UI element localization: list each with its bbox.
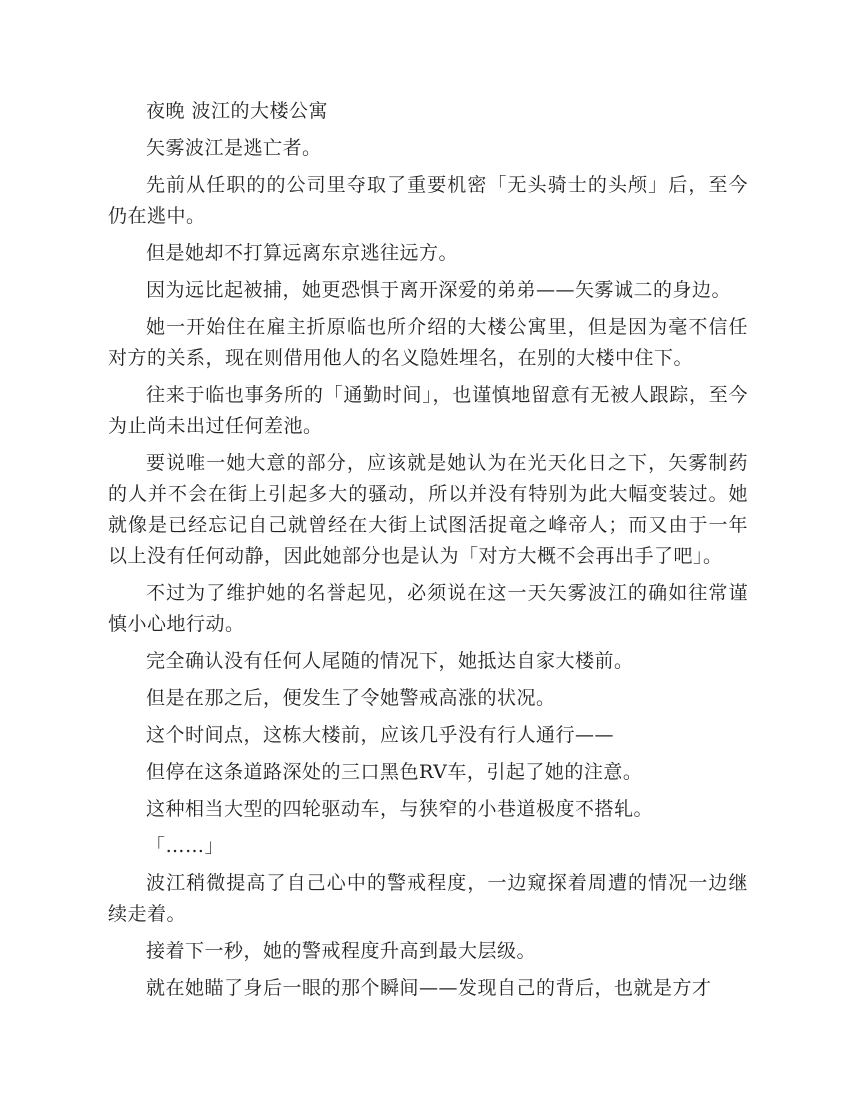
paragraph: 就在她瞄了身后一眼的那个瞬间——发现自己的背后，也就是方才: [146, 977, 712, 999]
paragraph: 完全确认没有任何人尾随的情况下，她抵达自家大楼前。: [146, 650, 634, 672]
paragraph: 往来于临也事务所的「通勤时间」，也谨慎地留意有无被人跟踪，至今为止尚未出过任何差池。: [108, 384, 748, 437]
paragraph: 矢雾波江是逃亡者。: [146, 137, 322, 159]
paragraph: 她一开始住在雇主折原临也所介绍的大楼公寓里，但是因为毫不信任对方的关系，现在则借用他人的名义隐姓埋名，在别的大楼中住下。: [108, 316, 748, 369]
paragraph: 但停在这条道路深处的三口黑色RV车，引起了她的注意。: [146, 761, 643, 783]
dialogue-line: 「……」: [146, 835, 225, 857]
paragraph: 先前从任职的的公司里夺取了重要机密「无头骑士的头颅」后，至今仍在逃中。: [108, 174, 748, 227]
paragraph: 不过为了维护她的名誉起见，必须说在这一天矢雾波江的确如往常谨慎小心地行动。: [108, 582, 748, 635]
paragraph: 这个时间点，这栋大楼前，应该几乎没有行人通行——: [146, 724, 615, 746]
paragraph: 但是在那之后，便发生了令她警戒高涨的状况。: [146, 687, 556, 709]
scene-heading: 夜晚 波江的大楼公寓: [146, 100, 329, 122]
paragraph: 这种相当大型的四轮驱动车，与狭窄的小巷道极度不搭轧。: [146, 798, 654, 820]
paragraph: 因为远比起被捕，她更恐惧于离开深爱的弟弟——矢雾诚二的身边。: [146, 279, 732, 301]
paragraph: 波江稍微提高了自己心中的警戒程度，一边窥探着周遭的情况一边继续走着。: [108, 872, 748, 925]
paragraph: 但是她却不打算远离东京逃往远方。: [146, 242, 459, 264]
paragraph: 要说唯一她大意的部分，应该就是她认为在光天化日之下，矢雾制药的人并不会在街上引起多大的骚动，所以并没有特别为此大幅变装过。她就像是已经忘记自己就曾经在大街上试图活捉竜之峰帝人；而又由于一年以上没有任何动静，因此她部分也是认为「对方大概不会再出手了吧」。: [108, 452, 748, 567]
paragraph: 接着下一秒，她的警戒程度升高到最大层级。: [146, 940, 537, 962]
document-page: [108, 96, 748, 1010]
